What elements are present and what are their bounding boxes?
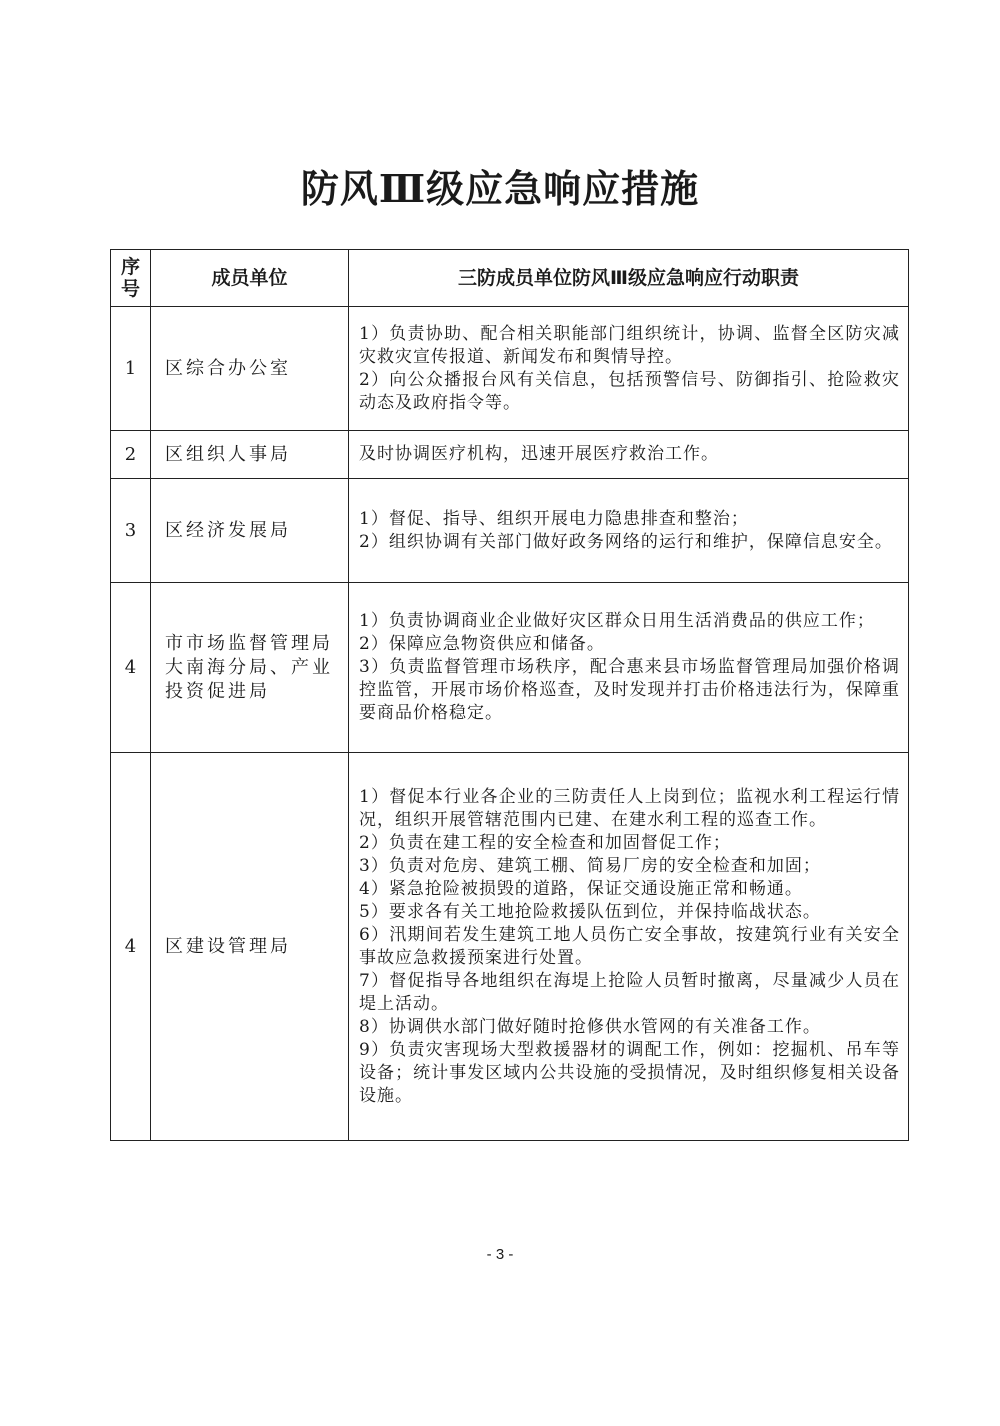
row-no: 2 xyxy=(111,431,151,479)
row-unit: 市市场监督管理局大南海分局、产业投资促进局 xyxy=(151,583,349,753)
duty-item: 9）负责灾害现场大型救援器材的调配工作，例如：挖掘机、吊车等设备；统计事发区域内公共设施的受损情况，及时组织修复相关设备设施。 xyxy=(359,1039,900,1106)
header-no: 序号 xyxy=(111,250,151,307)
row-duties xyxy=(349,583,909,753)
row-no: 1 xyxy=(111,307,151,431)
table-header-row xyxy=(111,250,909,307)
duty-item: 5）要求各有关工地抢险救援队伍到位，并保持临战状态。 xyxy=(359,901,821,922)
duty-item: 1）负责协助、配合相关职能部门组织统计，协调、监督全区防灾减灾救灾宣传报道、新闻发布和舆情导控。 xyxy=(359,323,900,367)
duty-item: 6）汛期间若发生建筑工地人员伤亡安全事故，按建筑行业有关安全事故应急救援预案进行处置。 xyxy=(359,924,900,968)
duty-item: 1）督促、指导、组织开展电力隐患排查和整治； xyxy=(359,508,749,529)
duty-table xyxy=(110,249,909,1141)
page-number: - 3 - xyxy=(486,1246,514,1263)
row-no: 3 xyxy=(111,479,151,583)
page-title: 防风Ⅲ级应急响应措施 xyxy=(300,166,700,211)
row-duties xyxy=(349,753,909,1141)
row-duties xyxy=(349,307,909,431)
row-no: 4 xyxy=(111,753,151,1141)
row-duties xyxy=(349,479,909,583)
duty-item: 2）保障应急物资供应和储备。 xyxy=(359,634,605,654)
duty-item: 3）负责监督管理市场秩序，配合惠来县市场监督管理局加强价格调控监管，开展市场价格巡查，及时发现并打击价格违法行为，保障重要商品价格稳定。 xyxy=(359,657,900,723)
duty-item: 4）紧急抢险被损毁的道路，保证交通设施正常和畅通。 xyxy=(359,878,803,899)
row-unit: 区建设管理局 xyxy=(151,753,349,1141)
table-row xyxy=(111,431,909,479)
duty-item: 1）督促本行业各企业的三防责任人上岗到位；监视水利工程运行情况，组织开展管辖范围内已建、在建水利工程的巡查工作。 xyxy=(359,786,900,830)
row-duties xyxy=(349,431,909,479)
table-row xyxy=(111,583,909,753)
header-unit: 成员单位 xyxy=(151,250,349,307)
table-row xyxy=(111,479,909,583)
duty-item: 1）负责协调商业企业做好灾区群众日用生活消费品的供应工作； xyxy=(359,611,875,631)
row-no: 4 xyxy=(111,583,151,753)
duty-item: 2）向公众播报台风有关信息，包括预警信号、防御指引、抢险救灾动态及政府指令等。 xyxy=(359,369,900,413)
table-row xyxy=(111,307,909,431)
duty-item: 2）负责在建工程的安全检查和加固督促工作； xyxy=(359,832,731,853)
row-unit: 区组织人事局 xyxy=(151,431,349,479)
table-row xyxy=(111,753,909,1141)
row-unit: 区综合办公室 xyxy=(151,307,349,431)
duty-item: 8）协调供水部门做好随时抢修供水管网的有关准备工作。 xyxy=(359,1016,821,1037)
row-unit: 区经济发展局 xyxy=(151,479,349,583)
header-duty: 三防成员单位防风Ⅲ级应急响应行动职责 xyxy=(349,250,909,307)
duty-item: 及时协调医疗机构，迅速开展医疗救治工作。 xyxy=(359,444,719,464)
duty-item: 7）督促指导各地组织在海堤上抢险人员暂时撤离，尽量减少人员在堤上活动。 xyxy=(359,970,900,1014)
duty-item: 3）负责对危房、建筑工棚、简易厂房的安全检查和加固； xyxy=(359,855,821,876)
duty-item: 2）组织协调有关部门做好政务网络的运行和维护，保障信息安全。 xyxy=(359,531,893,552)
